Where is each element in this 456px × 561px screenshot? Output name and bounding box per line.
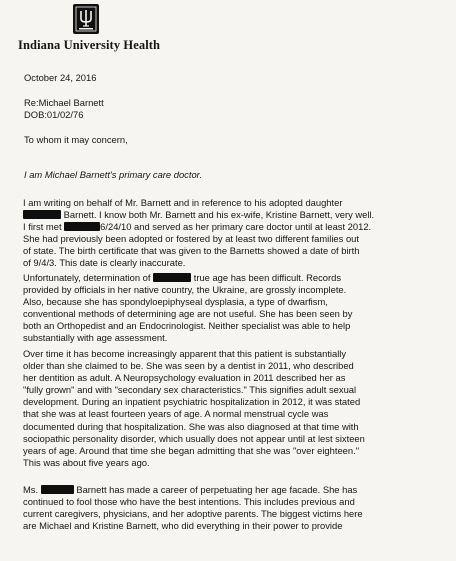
text-line (23, 484, 363, 496)
text-line (23, 233, 374, 245)
text-segment: true age has been difficult. Records (191, 272, 342, 283)
text-line (23, 332, 352, 344)
text-segment: Barnett. I know both Mr. Barnett and his ex-wife, Kristine Barnett, very well. (61, 209, 375, 221)
text-segment: Over time it has become increasingly apparent that this patient is substantially (23, 348, 347, 359)
text-segment: of state. The birth certificate that was given to the Barnetts showed a date of birth (23, 245, 360, 257)
redaction-bar (64, 222, 100, 231)
paragraph-4 (23, 484, 363, 532)
text-segment: She had previously been adopted or fostered by at least two different families out (23, 233, 359, 245)
text-line (23, 308, 352, 320)
text-line (23, 520, 363, 532)
redaction-bar (23, 210, 61, 219)
text-segment: of 9/4/3. This date is clearly inaccurate. (23, 257, 186, 269)
text-line (23, 457, 365, 469)
iu-trident-seal-icon (73, 4, 99, 34)
text-line (23, 320, 352, 332)
text-segment: 6/24/10 and served as her primary care doctor until at least 2012. (100, 221, 372, 233)
re-line: Re:Michael Barnett (24, 97, 104, 108)
intro-line: I am Michael Barnett's primary care doctor. (24, 169, 203, 180)
text-line (23, 245, 374, 257)
text-line (23, 396, 365, 408)
text-segment: I am writing on behalf of Mr. Barnett and in reference to his adopted daughter (23, 197, 343, 208)
text-line (23, 348, 365, 360)
text-segment: that she was at least fourteen years of age. A normal menstrual cycle was (23, 408, 329, 420)
organization-name: Indiana University Health (18, 38, 161, 52)
text-segment: Also, because she has spondyloepiphyseal dysplasia, a type of dwarfism, (23, 296, 328, 308)
text-line (23, 384, 365, 396)
text-line (23, 296, 352, 308)
text-line (23, 496, 363, 508)
text-segment: Unfortunately, determination of (23, 272, 154, 283)
text-segment: are Michael and Kristine Barnett, who did everything in their power to provide (23, 520, 343, 532)
text-line (23, 221, 374, 233)
text-segment: both an Orthopedist and an Endocrinologist. Neither specialist was able to help (23, 320, 351, 332)
salutation: To whom it may concern, (24, 134, 128, 145)
letter-date: October 24, 2016 (24, 72, 97, 83)
text-segment: substantially with age assessment. (23, 332, 168, 344)
text-segment: "fully grown" and with "secondary sex characteristics." This signifies adult sexual (23, 384, 357, 396)
text-segment: development. During an inpatient psychiatric hospitalization in 2012, it was stated (23, 396, 361, 408)
text-line (23, 272, 352, 284)
text-line (23, 209, 374, 221)
text-segment: continued to fool those who have the best intentions. This includes previous and (23, 496, 355, 508)
text-segment: older than she claimed to be. She was seen by a dentist in 2011, who described (23, 360, 354, 372)
text-line (23, 372, 365, 384)
paragraph-1 (23, 197, 374, 270)
text-line (23, 360, 365, 372)
text-segment: I first met (23, 221, 65, 233)
redaction-bar (41, 485, 74, 494)
text-line (23, 408, 365, 420)
text-line (23, 433, 365, 445)
text-segment: sociopathic personality disorder, which usually does not appear until at lest sixteen (23, 432, 365, 444)
text-line (23, 445, 365, 457)
text-segment: current caregivers, physicians, and her adoptive parents. The biggest victims here (23, 508, 363, 520)
text-line (23, 421, 365, 433)
paragraph-3 (23, 348, 365, 469)
text-segment: documented during that hospitalization. She was also diagnosed at that time with (23, 420, 359, 432)
text-segment: years of age. Around that time she began admitting that she was "over eighteen." (23, 444, 360, 456)
text-segment: Ms. (23, 484, 41, 495)
text-line (23, 284, 352, 296)
text-segment: Barnett has made a career of perpetuating her age facade. She has (73, 484, 358, 495)
text-line (23, 197, 374, 209)
redaction-bar (153, 273, 191, 282)
text-line (23, 257, 374, 269)
text-segment: provided by officials in her native country, the Ukraine, are grossly incomplete. (23, 284, 347, 296)
paragraph-2 (23, 272, 352, 345)
text-segment: conventional methods of determining age are not useful. She has been seen by (23, 308, 353, 320)
text-segment: her dentition as adult. A Neuropsychology evaluation in 2011 described her as (23, 372, 346, 384)
dob-line: DOB:01/02/76 (24, 109, 84, 120)
text-segment: This was about five years ago. (23, 456, 150, 468)
text-line (23, 508, 363, 520)
